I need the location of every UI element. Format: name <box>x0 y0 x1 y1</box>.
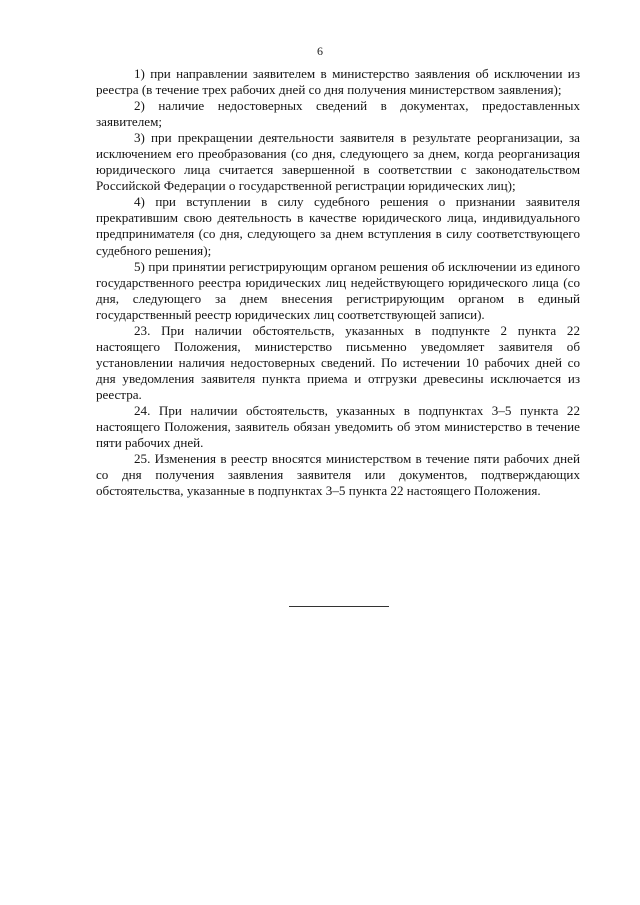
page-number: 6 <box>317 44 323 58</box>
document-body <box>96 66 580 499</box>
paragraph-item-24: 24. При наличии обстоятельств, указанных в подпунктах 3–5 пункта 22 настоящего Положения, заявитель обязан уведомить об этом министерство в течение пяти рабочих дней. <box>96 402 580 451</box>
paragraph-subitem-4: 4) при вступлении в силу судебного решения о признании заявителя прекратившим свою деятельность в качестве юридического лица, индивидуального предпринимателя (со дня, следующего за днем вступления в силу соответствующего судебного решения); <box>96 194 580 258</box>
end-separator-line <box>289 606 389 607</box>
paragraph-subitem-3: 3) при прекращении деятельности заявителя в результате реорганизации, за исключением его преобразования (со дня, следующего за днем, когда реорганизация юридического лица считается завершенной в соответствии с законодательством Российской Федерации о государственной регистрации юридических лиц); <box>96 130 580 194</box>
paragraph-item-23: 23. При наличии обстоятельств, указанных в подпункте 2 пункта 22 настоящего Положения, министерство письменно уведомляет заявителя об установлении наличия недостоверных сведений. По истечении 10 рабочих дней со дня уведомления заявителя пункта приема и отгрузки древесины исключается из реестра. <box>96 322 580 402</box>
paragraph-item-25: 25. Изменения в реестр вносятся министерством в течение пяти рабочих дней со дня получения заявления заявителя или документов, подтверждающих обстоятельства, указанные в подпунктах 3–5 пункта 22 настоящего Положения. <box>96 451 580 499</box>
paragraph-subitem-2: 2) наличие недостоверных сведений в документах, предоставленных заявителем; <box>96 98 580 130</box>
paragraph-subitem-5: 5) при принятии регистрирующим органом решения об исключении из единого государственного реестра юридических лиц недействующего юридического лица (со дня, следующего за днем внесения регистрирующим органом в единый государственный реестр юридических лиц соответствующей записи). <box>96 258 580 322</box>
paragraph-subitem-1: 1) при направлении заявителем в министерство заявления об исключении из реестра (в течение трех рабочих дней со дня получения министерством заявления); <box>96 66 580 98</box>
